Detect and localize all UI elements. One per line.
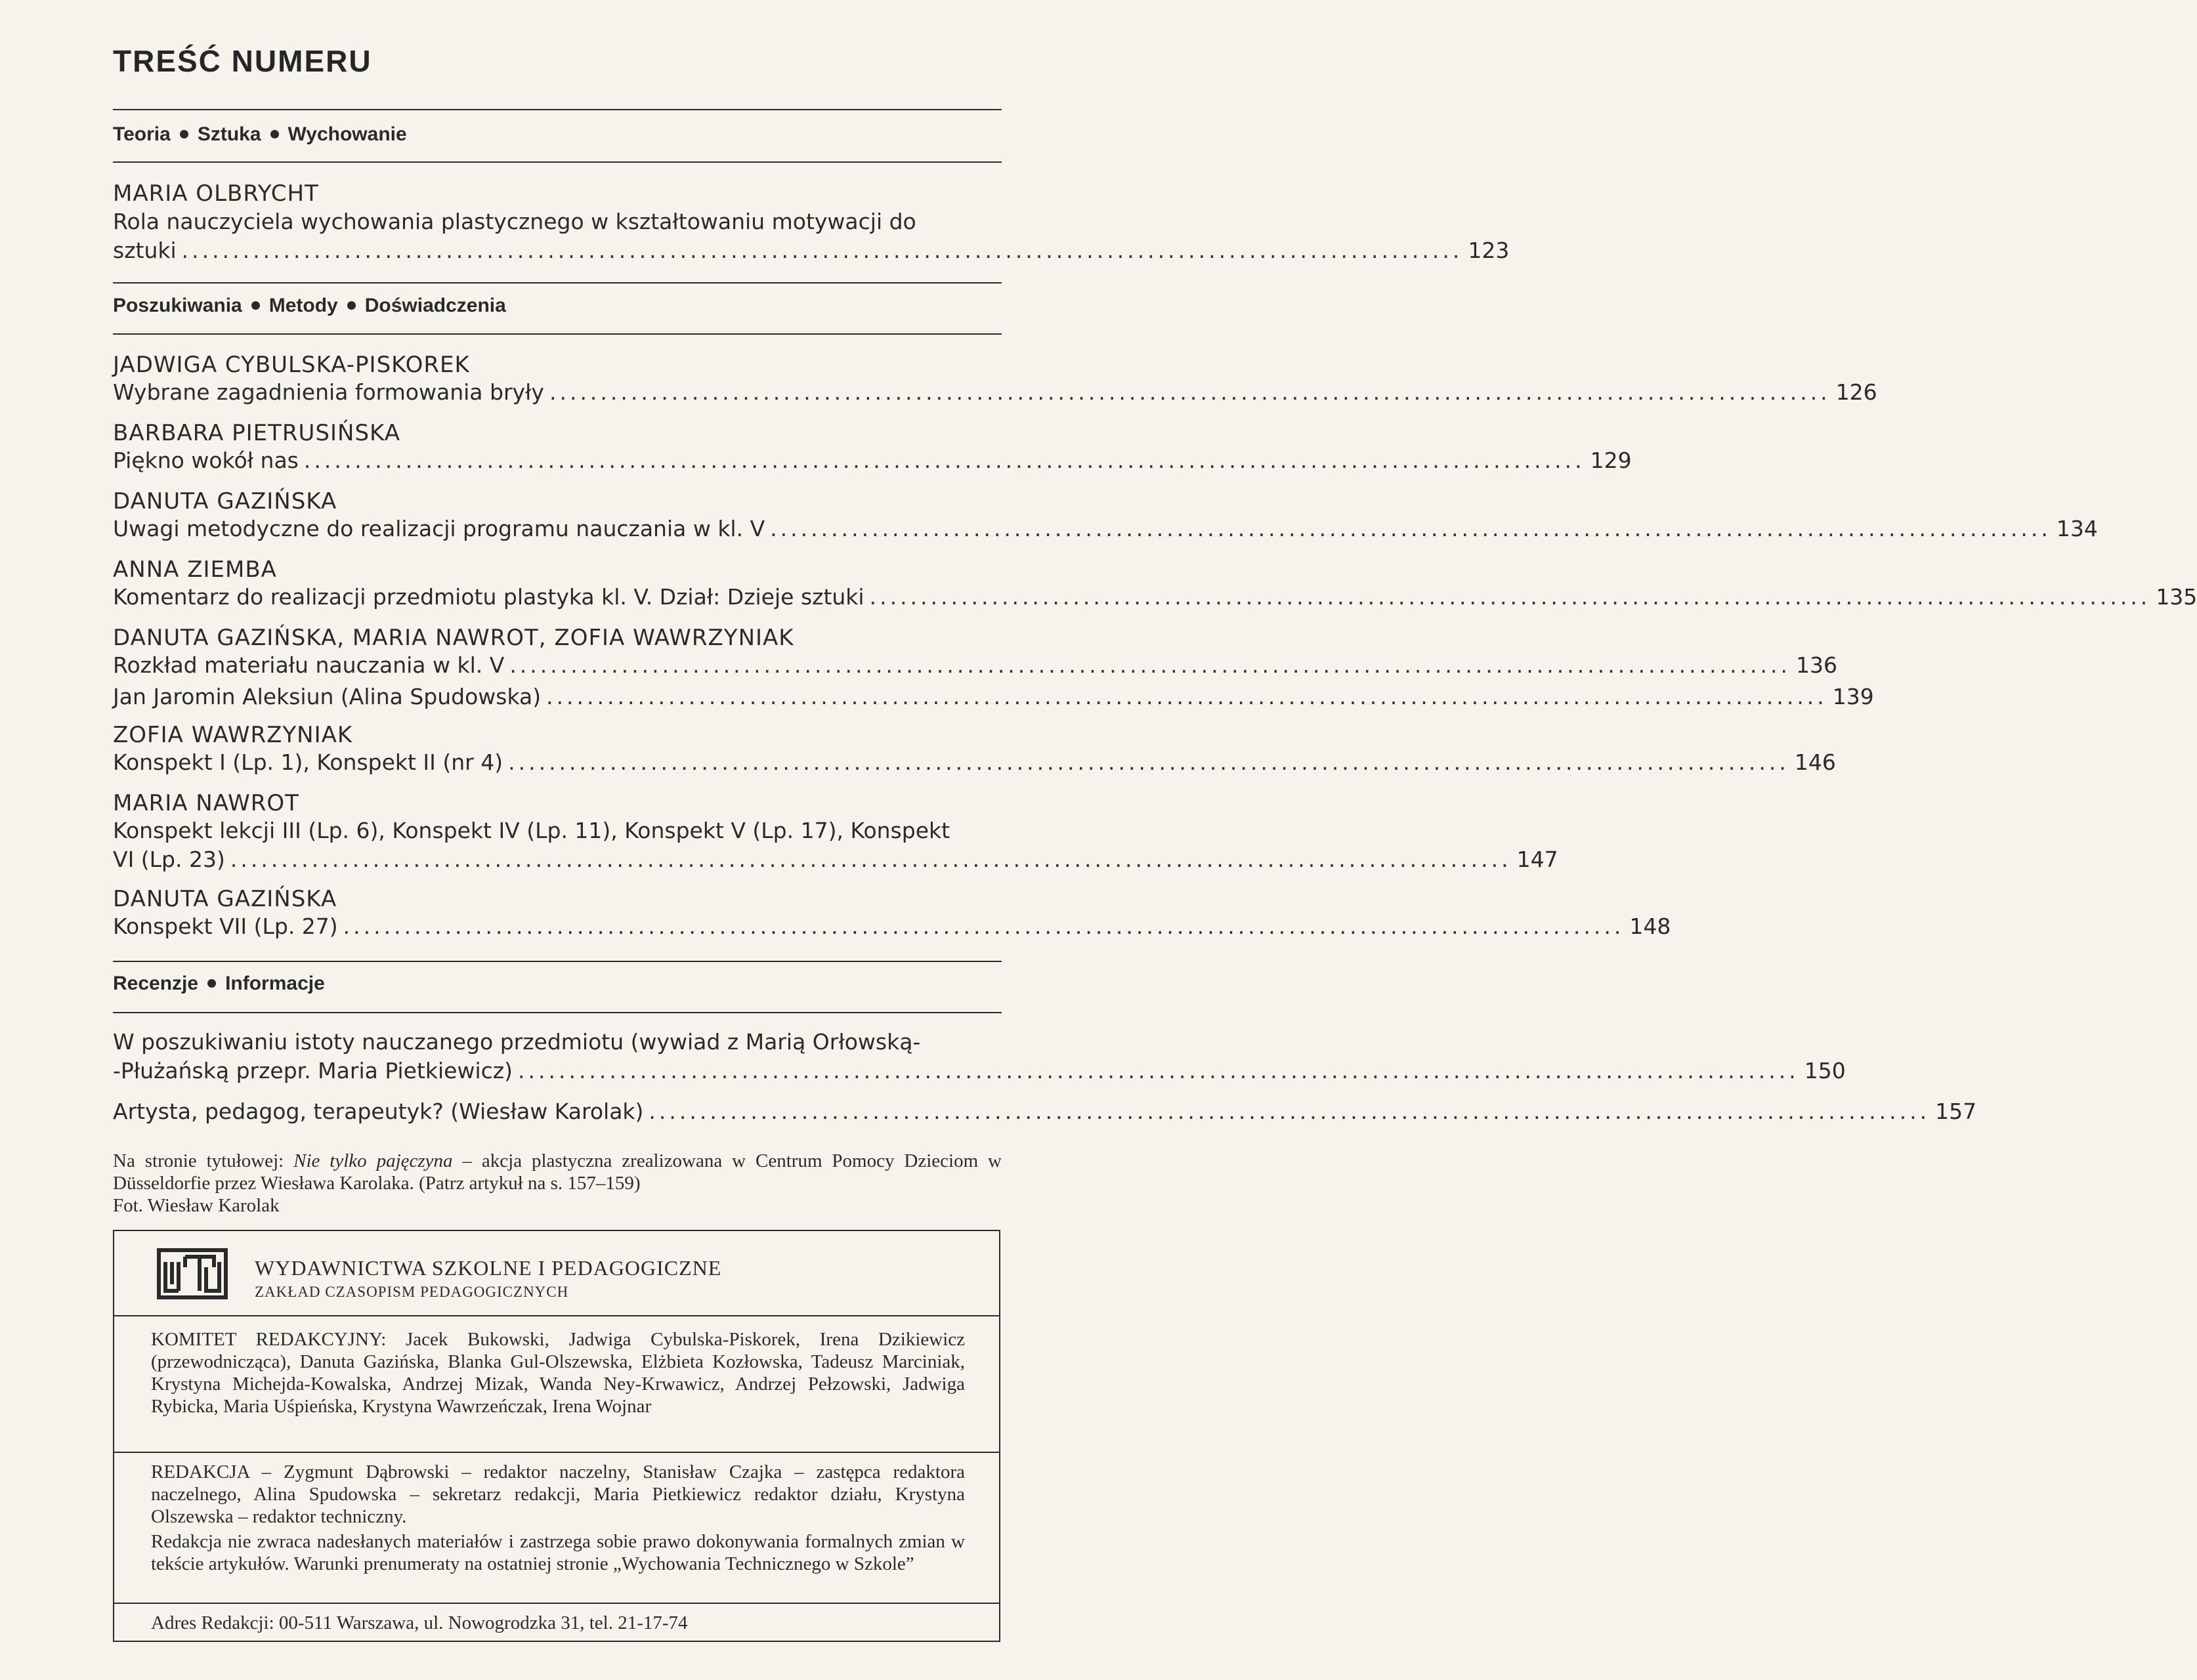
section-part: Informacje bbox=[225, 973, 325, 994]
toc-entry[interactable] bbox=[113, 652, 1838, 681]
entry-page: 123 bbox=[1468, 238, 1510, 263]
entry-title: sztuki bbox=[113, 238, 177, 263]
leader-dots: .............................................................................................................................. bbox=[508, 749, 1789, 775]
entry-page: 147 bbox=[1516, 847, 1558, 872]
entry-page: 136 bbox=[1796, 652, 1838, 678]
leader-dots: .............................................................................................................................. bbox=[509, 652, 1791, 678]
leader-dots: .............................................................................................................................. bbox=[343, 914, 1625, 939]
toc-entry[interactable] bbox=[113, 448, 1632, 476]
entry-title: Uwagi metodyczne do realizacji programu nauczania w kl. V bbox=[113, 516, 765, 541]
section-heading-3 bbox=[113, 973, 325, 995]
entry-page: 146 bbox=[1794, 749, 1836, 775]
masthead-box bbox=[113, 1230, 1000, 1642]
entry-title: VI (Lp. 23) bbox=[113, 847, 225, 872]
entry-page: 139 bbox=[1832, 684, 1874, 709]
leader-dots: .............................................................................................................................. bbox=[549, 379, 1831, 405]
entry-author: ZOFIA WAWRZYNIAK bbox=[113, 722, 353, 748]
leader-dots: .............................................................................................................................. bbox=[181, 238, 1463, 263]
divider bbox=[113, 282, 1002, 284]
divider bbox=[113, 109, 1002, 110]
caption-title: Nie tylko pajęczyna bbox=[293, 1150, 453, 1171]
entry-author: ANNA ZIEMBA bbox=[113, 556, 277, 583]
divider bbox=[114, 1452, 999, 1453]
bullet-icon bbox=[251, 301, 260, 310]
toc-entry[interactable] bbox=[113, 1099, 1977, 1127]
publisher-logo-icon bbox=[156, 1248, 228, 1300]
toc-entry[interactable] bbox=[113, 209, 1510, 266]
entry-title: W poszukiwaniu istoty nauczanego przedmiotu (wywiad z Marią Orłowską- bbox=[113, 1029, 921, 1055]
section-part: Teoria bbox=[113, 123, 171, 145]
bullet-icon bbox=[207, 979, 216, 988]
divider bbox=[113, 961, 1002, 962]
cover-caption bbox=[113, 1150, 1002, 1217]
entry-author: MARIA NAWROT bbox=[113, 790, 299, 816]
toc-entry[interactable] bbox=[113, 914, 1671, 942]
section-part: Wychowanie bbox=[288, 123, 407, 145]
divider bbox=[114, 1603, 999, 1604]
divider bbox=[113, 333, 1002, 335]
entry-title: Konspekt lekcji III (Lp. 6), Konspekt IV (Lp. 11), Konspekt V (Lp. 17), Konspekt bbox=[113, 818, 950, 843]
caption-text: – akcja plastyczna zrealizowana w Centrum Pomocy Dzieciom w Düsseldorfie przez Wiesława Karolaka. (Patrz artykuł na s. 157–159) bbox=[113, 1150, 1002, 1194]
toc-entry[interactable] bbox=[113, 749, 1836, 778]
entry-author: DANUTA GAZIŃSKA, MARIA NAWROT, ZOFIA WAWRZYNIAK bbox=[113, 625, 794, 651]
entry-title: Piękno wokół nas bbox=[113, 448, 299, 473]
editorial-staff: REDAKCJA – Zygmunt Dąbrowski – redaktor naczelny, Stanisław Czajka – zastępca redaktora naczelnego, Alina Spudowska – sekretarz redakcji, Maria Pietkiewicz redaktor działu, Krystyna Olszewska – redaktor techniczny. bbox=[151, 1461, 965, 1527]
entry-title: -Płużańską przepr. Maria Pietkiewicz) bbox=[113, 1058, 513, 1083]
entry-page: 126 bbox=[1835, 379, 1877, 405]
entry-author: DANUTA GAZIŃSKA bbox=[113, 886, 337, 912]
section-heading-1 bbox=[113, 123, 407, 146]
entry-title: Wybrane zagadnienia formowania bryły bbox=[113, 379, 544, 405]
entry-title: Konspekt VII (Lp. 27) bbox=[113, 914, 338, 939]
entry-page: 129 bbox=[1590, 448, 1632, 473]
photo-credit: Fot. Wiesław Karolak bbox=[113, 1195, 280, 1216]
section-part: Poszukiwania bbox=[113, 295, 242, 316]
entry-author: MARIA OLBRYCHT bbox=[113, 180, 319, 207]
entry-page: 135 bbox=[2156, 584, 2197, 610]
bullet-icon bbox=[270, 130, 279, 138]
section-part: Doświadczenia bbox=[364, 295, 506, 316]
leader-dots: .............................................................................................................................. bbox=[303, 448, 1585, 473]
entry-title: Konspekt I (Lp. 1), Konspekt II (nr 4) bbox=[113, 749, 503, 775]
entry-page: 157 bbox=[1935, 1099, 1977, 1124]
entry-page: 150 bbox=[1804, 1058, 1846, 1083]
toc-entry[interactable] bbox=[113, 379, 1877, 408]
leader-dots: .............................................................................................................................. bbox=[518, 1058, 1799, 1083]
toc-entry[interactable] bbox=[113, 818, 1558, 875]
entry-title: Rozkład materiału nauczania w kl. V bbox=[113, 652, 505, 678]
section-heading-2 bbox=[113, 295, 506, 317]
leader-dots: .............................................................................................................................. bbox=[770, 516, 2051, 541]
divider bbox=[113, 1012, 1002, 1013]
entry-title: Jan Jaromin Aleksiun (Alina Spudowska) bbox=[113, 684, 542, 709]
page-title: TREŚĆ NUMERU bbox=[113, 44, 372, 78]
entry-title: Rola nauczyciela wychowania plastycznego w kształtowaniu motywacji do bbox=[113, 209, 916, 234]
toc-entry[interactable] bbox=[113, 516, 2098, 545]
divider bbox=[113, 161, 1002, 163]
publisher-subname: ZAKŁAD CZASOPISM PEDAGOGICZNYCH bbox=[255, 1284, 569, 1300]
publisher-name: WYDAWNICTWA SZKOLNE I PEDAGOGICZNE bbox=[255, 1256, 722, 1280]
editorial-address: Adres Redakcji: 00-511 Warszawa, ul. Nowogrodzka 31, tel. 21-17-74 bbox=[151, 1612, 688, 1633]
entry-title: Artysta, pedagog, terapeutyk? (Wiesław Karolak) bbox=[113, 1099, 644, 1124]
entry-author: DANUTA GAZIŃSKA bbox=[113, 488, 337, 514]
leader-dots: .............................................................................................................................. bbox=[649, 1099, 1930, 1124]
editorial-committee: KOMITET REDAKCYJNY: Jacek Bukowski, Jadwiga Cybulska-Piskorek, Irena Dzikiewicz (przewodnicząca), Danuta Gazińska, Blanka Gul-Olszewska, Elżbieta Kozłowska, Tadeusz Marciniak, Krystyna Michejda-Kowalska, Andrzej Mizak, Wanda Ney-Krwawicz, Andrzej Pełzowski, Jadwiga Rybicka, Maria Uśpieńska, Krystyna Wawrzeńczak, Irena Wojnar bbox=[151, 1329, 965, 1417]
leader-dots: .............................................................................................................................. bbox=[869, 584, 2151, 610]
section-part: Metody bbox=[268, 295, 338, 316]
section-part: Recenzje bbox=[113, 973, 199, 994]
entry-title: Komentarz do realizacji przedmiotu plastyka kl. V. Dział: Dzieje sztuki bbox=[113, 584, 864, 610]
toc-entry[interactable] bbox=[113, 1029, 1846, 1087]
bullet-icon bbox=[347, 301, 356, 310]
entry-page: 148 bbox=[1629, 914, 1671, 939]
divider bbox=[114, 1315, 999, 1316]
toc-entry[interactable] bbox=[113, 684, 1874, 713]
toc-entry[interactable] bbox=[113, 584, 2197, 613]
editorial-notice: Redakcja nie zwraca nadesłanych materiałów i zastrzega sobie prawo dokonywania formalnych zmian w tekście artykułów. Warunki prenumeraty na ostatniej stronie „Wychowania Technicznego w Szkole” bbox=[151, 1531, 965, 1574]
entry-author: JADWIGA CYBULSKA-PISKOREK bbox=[113, 352, 470, 378]
entry-author: BARBARA PIETRUSIŃSKA bbox=[113, 420, 400, 446]
bullet-icon bbox=[180, 130, 188, 138]
entry-page: 134 bbox=[2056, 516, 2098, 541]
caption-prefix: Na stronie tytułowej: bbox=[113, 1150, 294, 1171]
section-part: Sztuka bbox=[197, 123, 261, 145]
leader-dots: .............................................................................................................................. bbox=[230, 847, 1512, 872]
leader-dots: .............................................................................................................................. bbox=[546, 684, 1827, 709]
